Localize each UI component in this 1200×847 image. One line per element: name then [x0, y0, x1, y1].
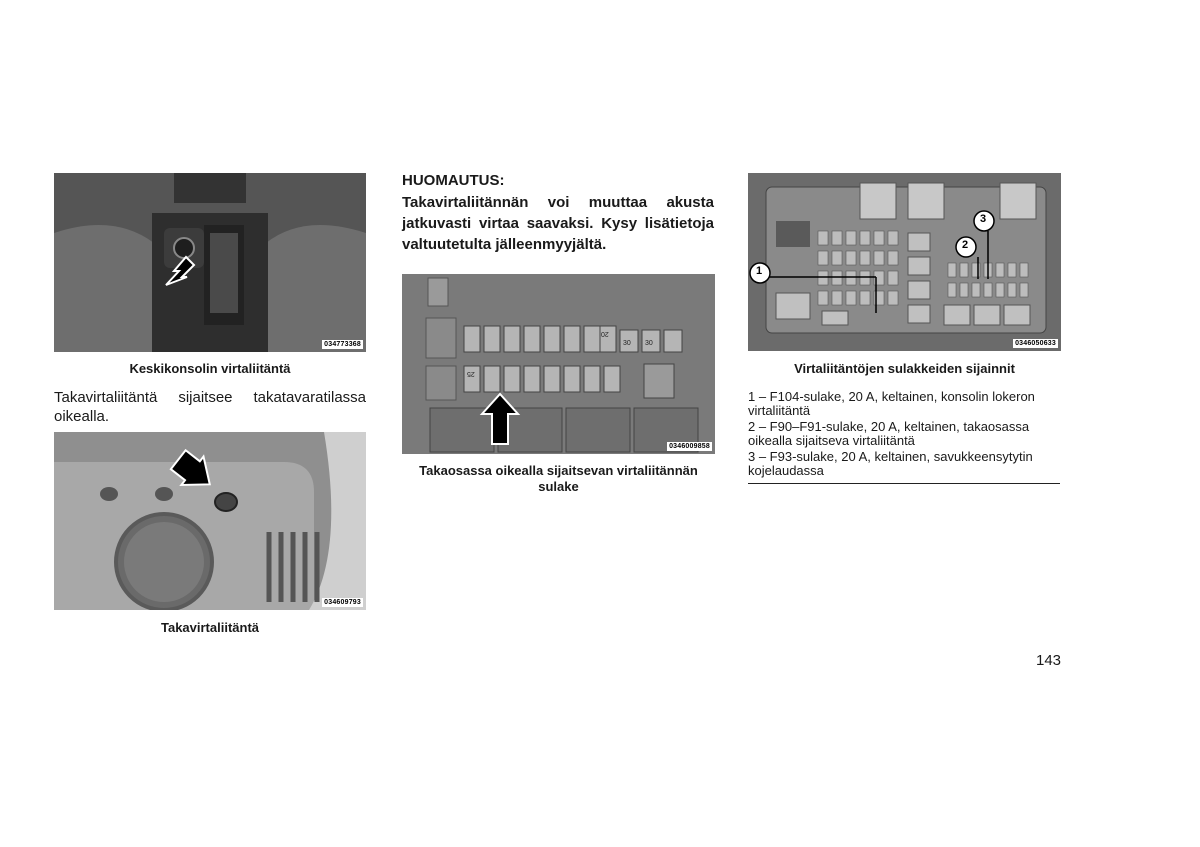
photo-id: 0346009858 — [669, 443, 710, 450]
rear-outlet-photo — [54, 432, 366, 610]
legend-item-2: 2 – F90–F91-sulake, 20 A, keltainen, takaosassa oikealla sijaitseva virtaliitäntä — [748, 419, 1030, 448]
photo-id: 0346050633 — [1015, 340, 1056, 347]
center-console-caption: Keskikonsolin virtaliitäntä — [129, 361, 291, 376]
rear-fuse-photo — [402, 274, 715, 454]
note-title: HUOMAUTUS: — [402, 172, 505, 189]
callout-3: 3 — [980, 213, 987, 225]
fuse-label-25: 25 — [467, 370, 475, 377]
photo-id: 034773368 — [324, 341, 361, 348]
paragraph-text: Takavirtaliitäntä sijaitsee takatavaratilassa oikealla. — [54, 389, 366, 425]
callout-1: 1 — [756, 265, 763, 277]
fuse-legend — [748, 390, 1061, 480]
fuse-label-30: 30 — [645, 340, 653, 347]
rear-outlet-caption: Takavirtaliitäntä — [160, 620, 260, 635]
legend-divider — [748, 483, 1060, 484]
fuse-box-caption: Virtaliitäntöjen sulakkeiden sijainnit — [794, 361, 1015, 376]
photo-id: 034609793 — [324, 599, 361, 606]
center-console-photo — [54, 173, 366, 352]
legend-item-1: 1 – F104-sulake, 20 A, keltainen, konsolin lokeron virtaliitäntä — [748, 389, 1035, 418]
fuse-box-photo — [748, 173, 1061, 351]
rear-outlet-paragraph — [54, 388, 366, 426]
legend-item-3: 3 – F93-sulake, 20 A, keltainen, savukkeensytytin kojelaudassa — [748, 449, 1033, 478]
rear-fuse-caption: Takaosassa oikealla sijaitsevan virtaliitännän sulake — [419, 463, 698, 494]
callout-2: 2 — [962, 239, 969, 251]
note-text — [402, 192, 714, 255]
fuse-label-30: 30 — [623, 340, 631, 347]
page-number: 143 — [1036, 652, 1062, 669]
note-text-content: Takavirtaliitännän voi muuttaa akusta jatkuvasti virtaa saavaksi. Kysy lisätietoja valtuutetulta jälleenmyyjältä. — [402, 194, 714, 253]
fuse-label-20: 20 — [601, 330, 609, 337]
